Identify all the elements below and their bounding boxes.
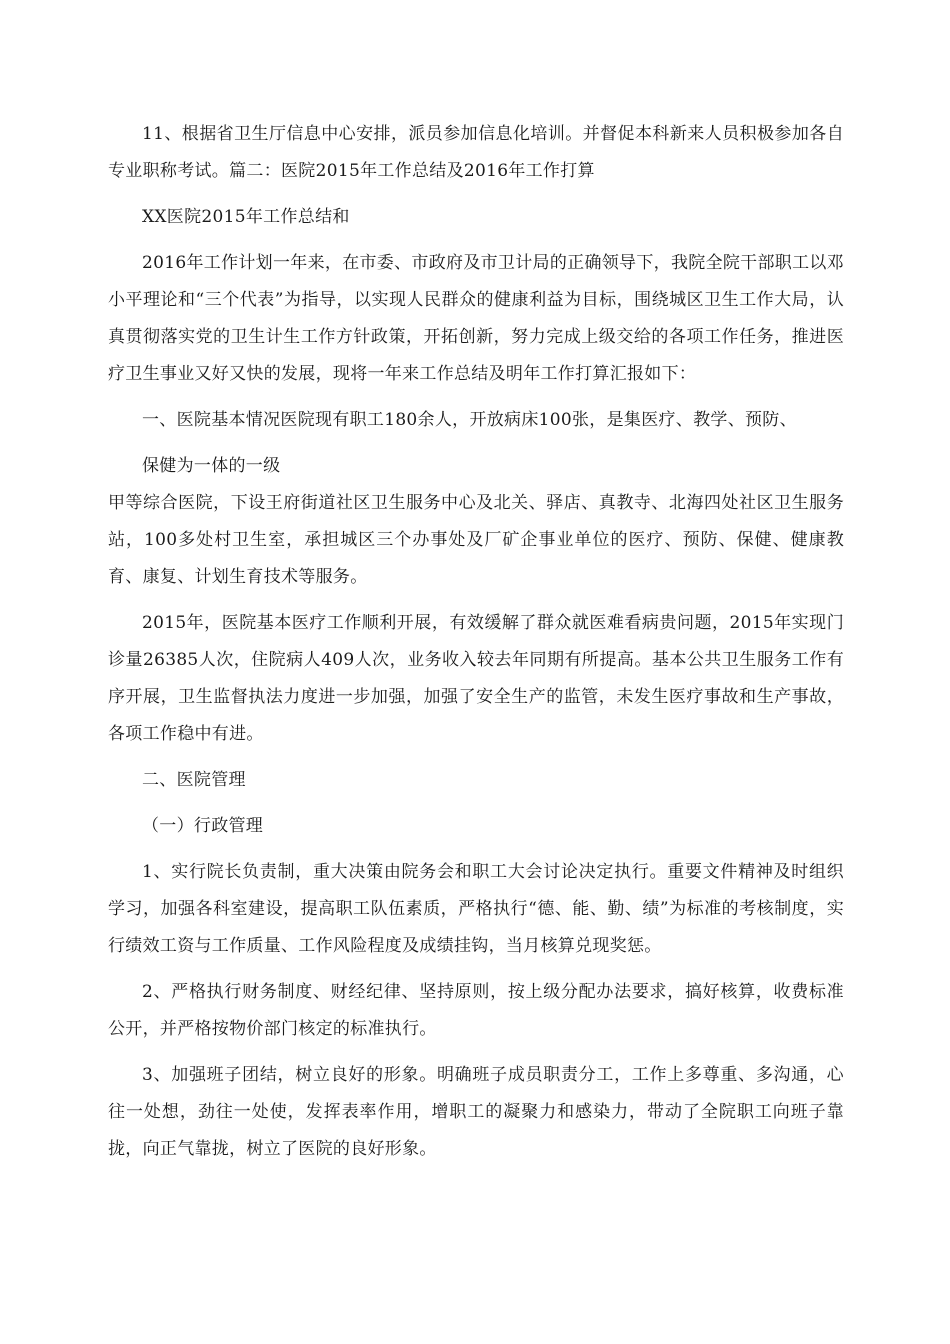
paragraph-item-2-finance: 2、严格执行财务制度、财经纪律、坚持原则，按上级分配办法要求，搞好核算，收费标准公开，并严格按物价部门核定的标准执行。	[108, 982, 844, 1039]
paragraph-summary-heading: XX医院2015年工作总结和	[142, 207, 350, 227]
paragraph-section-2-heading: 二、医院管理	[142, 770, 246, 790]
paragraph-2015-results: 2015年，医院基本医疗工作顺利开展，有效缓解了群众就医难看病贵问题，2015年实现门诊量26385人次，住院病人409人次，业务收入较去年同期有所提高。基本公共卫生服务工作有序开展，卫生监督执法力度进一步加强，加强了安全生产的监管，未发生医疗事故和生产事故，各项工作稳中有进。	[108, 613, 844, 744]
document-body	[108, 116, 844, 1168]
paragraph-hospital-overview: 甲等综合医院，下设王府街道社区卫生服务中心及北关、驿店、真教寺、北海四处社区卫生服务站，100多处村卫生室，承担城区三个办事处及厂矿企事业单位的医疗、预防、保健、健康教育、康复、计划生育技术等服务。	[108, 493, 844, 587]
paragraph-annual-plan-intro: 2016年工作计划一年来，在市委、市政府及市卫计局的正确领导下，我院全院干部职工以邓小平理论和“三个代表”为指导，以实现人民群众的健康利益为目标，围绕城区卫生工作大局，认真贯彻落实党的卫生计生工作方针政策，开拓创新，努力完成上级交给的各项工作任务，推进医疗卫生事业又好又快的发展，现将一年来工作总结及明年工作打算汇报如下：	[108, 253, 844, 384]
paragraph-item-1-president-responsibility: 1、实行院长负责制，重大决策由院务会和职工大会讨论决定执行。重要文件精神及时组织学习，加强各科室建设，提高职工队伍素质，严格执行“德、能、勤、绩”为标准的考核制度，实行绩效工资与工作质量、工作风险程度及成绩挂钩，当月核算兑现奖惩。	[108, 862, 844, 956]
paragraph-item-3-leadership-unity: 3、加强班子团结，树立良好的形象。明确班子成员职责分工，工作上多尊重、多沟通，心往一处想，劲往一处使，发挥表率作用，增职工的凝聚力和感染力，带动了全院职工向班子靠拢，向正气靠拢，树立了医院的良好形象。	[108, 1065, 844, 1159]
paragraph-section-1-continued: 保健为一体的一级	[142, 456, 281, 476]
paragraph-item-11-training: 11、根据省卫生厅信息中心安排，派员参加信息化培训。并督促本科新来人员积极参加各自专业职称考试。篇二：医院2015年工作总结及2016年工作打算	[108, 124, 844, 181]
paragraph-section-1-basic-info: 一、医院基本情况医院现有职工180余人，开放病床100张，是集医疗、教学、预防、	[142, 410, 797, 430]
paragraph-subsection-admin-heading: （一）行政管理	[142, 816, 264, 836]
